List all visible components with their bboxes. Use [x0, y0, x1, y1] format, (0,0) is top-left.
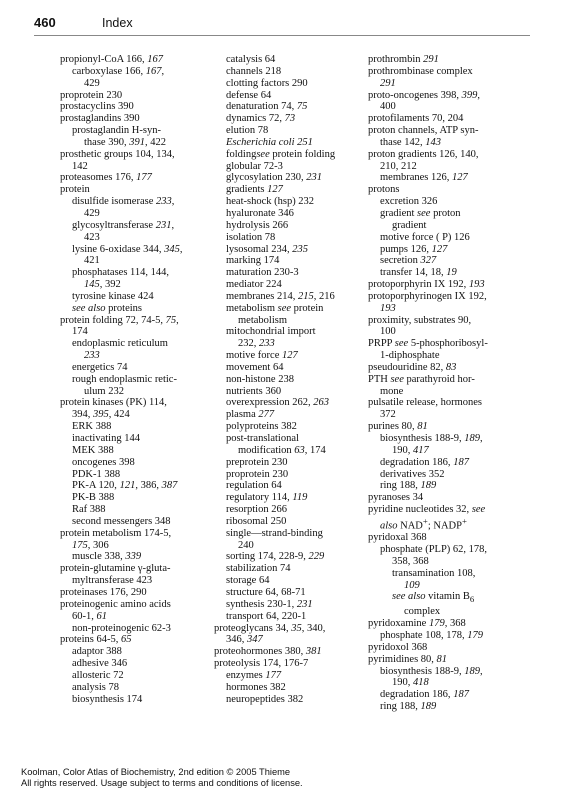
index-entry: proteolysis 174, 176-7: [214, 658, 309, 670]
index-entry: mediator 224: [226, 279, 282, 291]
index-entry: carboxylase 166, 167,: [72, 65, 165, 77]
index-entry: clotting factors 290: [226, 77, 308, 89]
index-entry: protein: [60, 184, 90, 196]
index-entry: polyproteins 382: [226, 421, 297, 433]
index-entry: motive force ( P) 126: [380, 231, 470, 243]
index-entry: lysosomal 234, 235: [226, 243, 308, 255]
index-entry: energetics 74: [72, 361, 128, 373]
index-entry: pyranoses 34: [368, 492, 424, 504]
index-entry: elution 78: [226, 125, 269, 137]
index-entry: biosynthesis 188-9, 189,: [380, 665, 483, 677]
index-entry-continuation: thase 390, 391, 422: [84, 136, 166, 148]
index-entry: proximity, substrates 90,: [368, 314, 472, 326]
index-entry: lysine 6-oxidase 344, 345,: [72, 243, 183, 255]
index-entry-continuation: 175, 306: [72, 539, 109, 551]
index-column-1: [60, 54, 212, 705]
index-entry-continuation: 1-diphosphate: [380, 350, 440, 362]
index-entry: structure 64, 68-71: [226, 586, 306, 598]
index-entry: proteinases 176, 290: [60, 586, 147, 598]
index-entry: proto-oncogenes 398, 399,: [368, 89, 480, 101]
index-entry-continuation: mone: [380, 385, 404, 397]
index-entry-continuation: thase 142, 143: [380, 136, 441, 148]
index-entry: non-histone 238: [226, 373, 294, 385]
index-entry: phosphate (PLP) 62, 178,: [380, 544, 488, 556]
index-entry: denaturation 74, 75: [226, 101, 308, 113]
index-entry: neuropeptides 382: [226, 693, 304, 705]
index-entry: pulsatile release, hormones: [368, 397, 483, 409]
index-entry: proprotein 230: [60, 89, 123, 101]
index-entry: glycosyltransferase 231,: [72, 219, 175, 231]
page-number: 460: [34, 15, 56, 30]
index-entry-continuation: myltransferase 423: [72, 575, 153, 587]
index-entry: protoporphyrin IX 192, 193: [368, 279, 485, 291]
index-entry: rough endoplasmic retic-: [72, 373, 177, 385]
index-entry: disulfide isomerase 233,: [72, 196, 175, 208]
index-entry: pyridine nucleotides 32, see: [368, 504, 486, 516]
index-entry-continuation: also NAD+; NADP+: [380, 515, 467, 532]
index-entry: Escherichia coli 251: [226, 136, 313, 148]
index-entry: hormones 382: [226, 681, 286, 693]
index-entry: stabilization 74: [226, 563, 291, 575]
index-entry: gradient see proton: [380, 207, 461, 219]
index-entry-continuation: 174: [72, 326, 88, 338]
index-entry: prosthetic groups 104, 134,: [60, 148, 175, 160]
index-entry: marking 174: [226, 255, 280, 267]
index-entry-continuation: 240: [238, 539, 254, 551]
index-entry: membranes 126, 127: [380, 172, 468, 184]
index-entry: motive force 127: [226, 350, 298, 362]
index-entry: post-translational: [226, 433, 299, 444]
index-entry: protein metabolism 174-5,: [60, 527, 172, 539]
index-entry: protoporphyrinogen IX 192,: [368, 290, 487, 302]
index-entry: prostaglandin H-syn-: [72, 125, 161, 137]
index-entry-continuation: 429: [84, 207, 100, 219]
index-entry: PTH see parathyroid hor-: [368, 373, 475, 385]
footer-line-2: All rights reserved. Usage subject to terms and conditions of license.: [21, 778, 303, 788]
index-entry: regulatory 114, 119: [226, 492, 308, 504]
index-entry: see also vitamin $B_6$: [392, 591, 475, 605]
index-entry: inactivating 144: [72, 433, 140, 444]
index-entry-continuation: 372: [380, 409, 396, 421]
index-entry: movement 64: [226, 361, 284, 373]
index-entry: degradation 186, 187: [380, 689, 469, 701]
index-entry: Raf 388: [72, 504, 106, 516]
index-entry: adhesive 346: [72, 658, 128, 670]
index-entry: catalysis 64: [226, 54, 276, 65]
index-entry: MEK 388: [72, 444, 114, 456]
index-column-3: [368, 54, 538, 713]
index-entry-continuation: 60-1, 61: [72, 610, 107, 622]
index-entry: foldingsee protein folding: [226, 148, 336, 160]
index-entry: glycosylation 230, 231: [226, 172, 322, 184]
index-entry: oncogenes 398: [72, 456, 135, 468]
index-entry-continuation: complex: [404, 606, 441, 618]
index-entry: endoplasmic reticulum: [72, 338, 168, 350]
index-entry: degradation 186, 187: [380, 456, 469, 468]
index-entry: PK-B 388: [72, 492, 115, 504]
index-entry: plasma 277: [226, 409, 275, 421]
index-entry: proteins 64-5, 65: [60, 634, 132, 646]
index-entry: pyridoxal 368: [368, 532, 427, 544]
index-entry: proton gradients 126, 140,: [368, 148, 479, 160]
index-entry-continuation: 291: [380, 77, 396, 89]
index-entry: proton channels, ATP syn-: [368, 125, 479, 137]
index-entry: protein-glutamine γ-gluta-: [60, 563, 171, 575]
index-entry: sorting 174, 228-9, 229: [226, 551, 325, 563]
index-entry: proteinogenic amino acids: [60, 598, 171, 610]
index-entry: gradients 127: [226, 184, 283, 196]
index-entry: proteasomes 176, 177: [60, 172, 152, 184]
index-entry: single—strand-binding: [226, 527, 323, 539]
index-entry: transamination 108,: [392, 567, 476, 579]
index-column-2: [214, 54, 364, 705]
index-entry: protofilaments 70, 204: [368, 113, 464, 125]
index-entry: phosphatases 114, 144,: [72, 267, 170, 279]
index-entry-continuation: 210, 212: [380, 160, 417, 172]
index-entry-continuation: 232, 233: [238, 338, 275, 350]
index-entry: muscle 338, 339: [72, 551, 142, 563]
section-title: Index: [102, 16, 133, 30]
index-entry: proprotein 230: [226, 468, 289, 480]
index-entry: ring 188, 189: [380, 480, 437, 492]
index-entry: pyrimidines 80, 81: [368, 653, 448, 665]
index-entry: pyridoxamine 179, 368: [368, 618, 466, 630]
index-entry: prothrombinase complex: [368, 65, 473, 77]
index-entry: hydrolysis 266: [226, 219, 289, 231]
index-entry-continuation: 233: [84, 350, 100, 362]
index-entry: analysis 78: [72, 681, 119, 693]
index-entry: channels 218: [226, 65, 282, 77]
index-entry-continuation: 423: [84, 231, 100, 243]
index-entry: prostacyclins 390: [60, 101, 134, 113]
index-entry: transport 64, 220-1: [226, 610, 307, 622]
index-entry: ring 188, 189: [380, 701, 437, 713]
index-entry: biosynthesis 174: [72, 693, 143, 705]
index-entry: membranes 214, 215, 216: [226, 290, 335, 302]
index-entry: protons: [368, 184, 400, 196]
index-entry: see also proteins: [72, 302, 142, 314]
index-entry: transfer 14, 18, 19: [380, 267, 457, 279]
index-entry: enzymes 177: [226, 669, 282, 681]
index-entry: proteoglycans 34, 35, 340,: [214, 622, 326, 634]
index-entry: adaptor 388: [72, 646, 122, 658]
index-entry: prostaglandins 390: [60, 113, 140, 125]
index-entry-continuation: 346, 347: [226, 634, 263, 646]
index-entry: pseudouridine 82, 83: [368, 361, 457, 373]
index-entry: excretion 326: [380, 196, 438, 208]
index-entry: mitochondrial import: [226, 326, 316, 338]
index-entry: PRPP see 5-phosphoribosyl-: [368, 338, 488, 350]
index-entry-continuation: modification 63, 174: [238, 444, 326, 456]
index-entry: storage 64: [226, 575, 270, 587]
index-entry: protein folding 72, 74-5, 75,: [60, 314, 179, 326]
index-entry: allosteric 72: [72, 669, 124, 681]
index-entry-continuation: 400: [380, 101, 396, 113]
index-entry-continuation: 429: [84, 77, 100, 89]
index-entry-continuation: 190, 417: [392, 444, 429, 456]
index-entry-continuation: 100: [380, 326, 396, 338]
index-entry: derivatives 352: [380, 468, 445, 480]
index-entry: ERK 388: [72, 421, 112, 433]
index-entry: tyrosine kinase 424: [72, 290, 154, 302]
index-entry: globular 72-3: [226, 160, 283, 172]
index-entry: secretion 327: [380, 255, 437, 267]
index-entry: isolation 78: [226, 231, 276, 243]
footer-line-1: Koolman, Color Atlas of Biochemistry, 2nd edition © 2005 Thieme: [21, 767, 291, 777]
index-entry: phosphate 108, 178, 179: [380, 630, 483, 642]
index-entry-continuation: 109: [404, 579, 420, 591]
index-entry-continuation: 145, 392: [84, 279, 121, 291]
index-entry-continuation: ulum 232: [84, 385, 124, 397]
index-entry: biosynthesis 188-9, 189,: [380, 433, 483, 444]
header-rule: [34, 35, 530, 36]
index-entry: maturation 230-3: [226, 267, 299, 279]
index-entry-continuation: 190, 418: [392, 677, 429, 689]
page-header: [34, 14, 530, 32]
index-entry: heat-shock (hsp) 232: [226, 196, 315, 208]
index-entry-continuation: 358, 368: [392, 555, 429, 567]
index-entry: resorption 266: [226, 504, 287, 516]
index-entry: protein kinases (PK) 114,: [60, 397, 167, 409]
index-entry: PDK-1 388: [72, 468, 121, 480]
index-entry-continuation: 193: [380, 302, 396, 314]
index-entry: non-proteinogenic 62-3: [72, 622, 171, 634]
index-entry: dynamics 72, 73: [226, 113, 296, 125]
index-entry: preprotein 230: [226, 456, 288, 468]
index-entry: propionyl-CoA 166, 167: [60, 54, 163, 65]
index-entry: pyridoxol 368: [368, 641, 428, 653]
index-entry: proteohormones 380, 381: [214, 646, 322, 658]
index-entry-continuation: 421: [84, 255, 100, 267]
index-entry-continuation: metabolism: [238, 314, 287, 326]
index-entry: purines 80, 81: [368, 421, 428, 433]
index-entry: hyaluronate 346: [226, 207, 294, 219]
index-entry: ribosomal 250: [226, 515, 287, 527]
index-entry: prothrombin 291: [368, 54, 439, 65]
index-entry-continuation: 394, 395, 424: [72, 409, 130, 421]
index-entry: second messengers 348: [72, 515, 171, 527]
index-entry-continuation: 142: [72, 160, 88, 172]
index-entry: defense 64: [226, 89, 272, 101]
index-entry: pumps 126, 127: [380, 243, 448, 255]
index-entry: metabolism see protein: [226, 302, 324, 314]
index-entry: PK-A 120, 121, 386, 387: [72, 480, 178, 492]
index-entry: overexpression 262, 263: [226, 397, 329, 409]
index-entry: nutrients 360: [226, 385, 282, 397]
index-entry-continuation: gradient: [392, 219, 427, 231]
index-entry: regulation 64: [226, 480, 282, 492]
index-entry: synthesis 230-1, 231: [226, 598, 313, 610]
copyright-footer: [21, 767, 303, 789]
